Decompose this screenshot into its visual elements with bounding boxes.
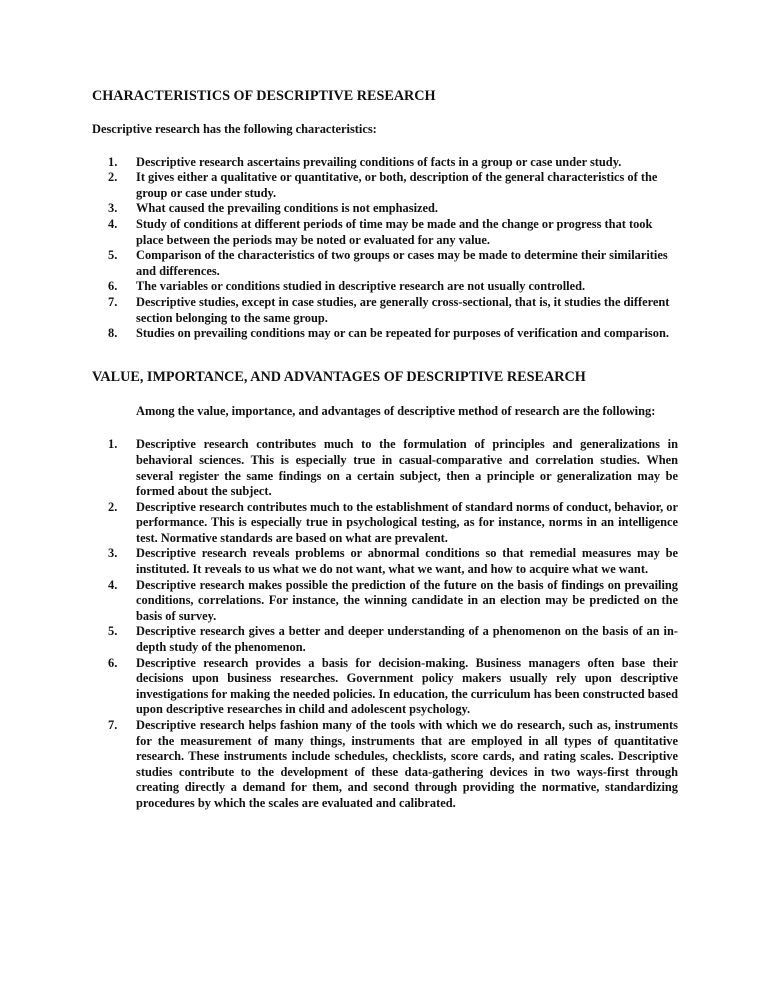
list-item: [92, 578, 678, 625]
item-text: Descriptive research contributes much to the establishment of standard norms of conduct, behavior, or performance. This is especially true in psychological testing, as for instance, norms in an intelligence test. Normative standards are based on what are prevalent.: [136, 499, 678, 545]
document-page: [92, 88, 678, 812]
item-text: It gives either a qualitative or quantitative, or both, description of the general characteristics of the group or case under study.: [136, 170, 658, 200]
item-number: 2.: [108, 170, 118, 185]
item-number: 4.: [108, 216, 118, 231]
item-number: 6.: [108, 279, 118, 294]
list-item: [92, 500, 678, 547]
item-text: Descriptive research makes possible the prediction of the future on the basis of findings on prevailing conditions, correlations. For instance, the winning candidate in an election may be predicted on the basis of survey.: [136, 577, 678, 623]
item-number: 5.: [108, 624, 118, 639]
item-number: 6.: [108, 655, 118, 670]
characteristics-list: [92, 155, 678, 342]
item-text: Descriptive research contributes much to the formulation of principles and generalizations in behavioral sciences. This is especially true in casual-comparative and correlation studies. When several register the same findings on a certain subject, then a principle or generalization may be formed about the subject.: [136, 437, 678, 499]
item-number: 3.: [108, 546, 118, 561]
item-text: Descriptive research ascertains prevailing conditions of facts in a group or case under study.: [136, 154, 622, 169]
item-text: Descriptive research gives a better and deeper understanding of a phenomenon on the basis of an in-depth study of the phenomenon.: [136, 624, 678, 655]
item-text: Descriptive research reveals problems or abnormal conditions so that remedial measures may be instituted. It reveals to us what we do not want, what we want, and how to acquire what we want.: [136, 546, 678, 577]
list-item: [92, 546, 678, 577]
list-item: [92, 248, 678, 279]
item-number: 7.: [108, 718, 118, 732]
list-item: [92, 170, 678, 201]
item-number: 1.: [108, 437, 118, 452]
list-item: [92, 217, 678, 248]
section-intro-characteristics: Descriptive research has the following characteristics:: [92, 122, 377, 136]
item-text: Comparison of the characteristics of two groups or cases may be made to determine their similarities and differences.: [136, 248, 668, 278]
item-number: 7.: [108, 294, 118, 309]
item-text: Studies on prevailing conditions may or can be repeated for purposes of verification and comparison.: [136, 326, 669, 341]
item-text: What caused the prevailing conditions is not emphasized.: [136, 201, 438, 216]
list-item: [92, 718, 678, 812]
list-item: [92, 326, 678, 342]
list-item: [92, 656, 678, 718]
item-text: Study of conditions at different periods of time may be made and the change or progress that took place between the periods may be noted or evaluated for any value.: [136, 216, 653, 247]
item-number: 3.: [108, 201, 118, 216]
section-intro-value-importance: Among the value, importance, and advantages of descriptive method of research are the following:: [136, 403, 656, 418]
list-item: [92, 155, 678, 171]
item-number: 5.: [108, 248, 118, 263]
section-title-characteristics: CHARACTERISTICS OF DESCRIPTIVE RESEARCH: [92, 88, 436, 104]
item-text: Descriptive research helps fashion many of the tools with which we do research, such as, instruments for the measurement of many things, instruments that are employed in all types of quantitative research. These instruments include schedules, checklists, score cards, and rating scales. Descriptive studies contribute to the development of these data-gathering devices in two ways-first through creating directly a demand for them, and second through providing the normative, standardizing procedures by which the scales are evaluated and calibrated.: [136, 718, 678, 810]
advantages-list: [92, 437, 678, 811]
list-item: [92, 295, 678, 326]
item-text: Descriptive studies, except in case studies, are generally cross-sectional, that is, it studies the different section belonging to the same group.: [136, 294, 670, 325]
list-item: [92, 279, 678, 295]
item-number: 8.: [108, 326, 118, 341]
item-number: 1.: [108, 154, 118, 169]
item-text: The variables or conditions studied in descriptive research are not usually controlled.: [136, 279, 586, 294]
list-item: [92, 437, 678, 499]
item-number: 2.: [108, 499, 118, 514]
item-text: Descriptive research provides a basis for decision-making. Business managers often base their decisions upon business researches. Government policy makers usually rely upon descriptive investigations for making the needed policies. In education, the curriculum has been constructed based upon descriptive researches in child and adolescent psychology.: [136, 655, 678, 717]
list-item: [92, 201, 678, 217]
item-number: 4.: [108, 577, 118, 592]
section-title-value-importance: VALUE, IMPORTANCE, AND ADVANTAGES OF DESCRIPTIVE RESEARCH: [92, 368, 586, 385]
list-item: [92, 624, 678, 655]
